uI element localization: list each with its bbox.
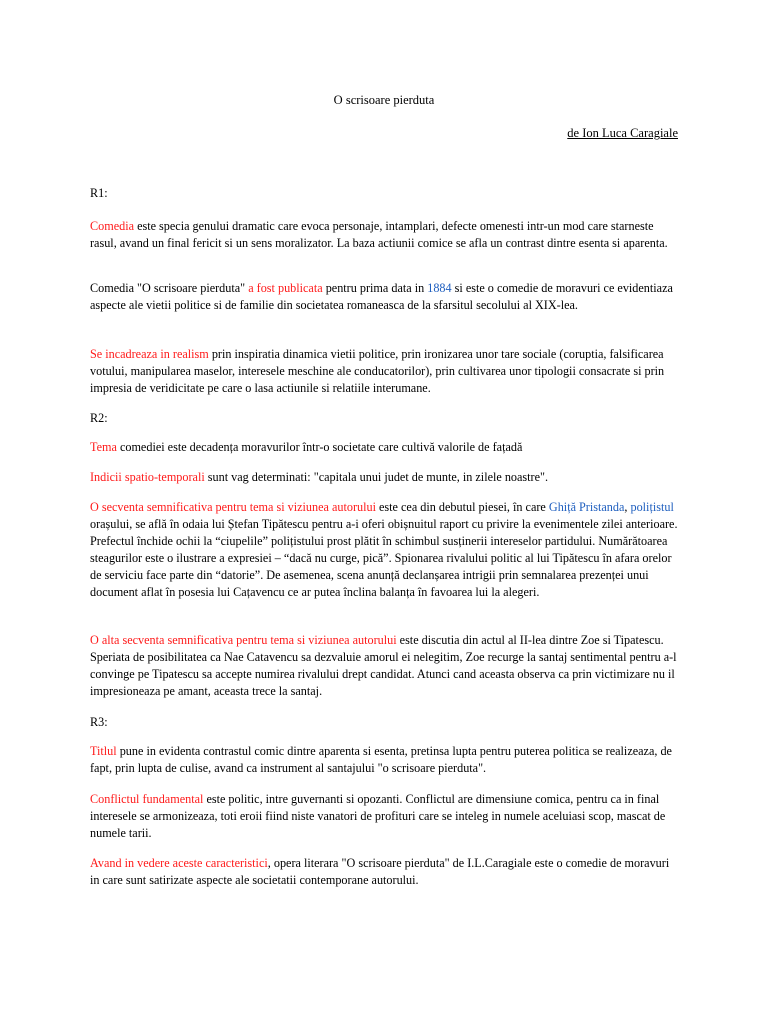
year-highlight: 1884 [427,281,452,295]
paragraph-text: comediei este decadența moravurilor într-o societate care cultivă valorile de fațadă [116,440,523,454]
paragraph-text: orașului, se află în odaia lui Ștefan Tipătescu pentru a-i oferi obișnuitul raport cu privire la evenimentele zilei anterioare. Prefectul închide ochii la “ciupelile” polițistului prost plătit în schimbul susținerii intereselor partidului. Numărătoarea steagurilor este o ilustrare a expresiei – “dacă nu curge, pică”. Spionarea rivalului politic al lui Tipătescu în afara orelor de serviciu face parte din “datorie”. De asemenea, scena anunță declanșarea intrigii prin semnalarea prezenței unui document aflat în posesia lui Cațavencu ce ar putea înclina balanța în favoarea lui la alegeri. [90,517,678,599]
keyword-highlight: O secventa semnificativa pentru tema si viziunea autorului [90,500,376,514]
paragraph-titlul [90,743,678,777]
section-heading-r1: R1: [90,186,108,200]
paragraph-text: , [624,500,631,514]
paragraph-secventa-2 [90,632,678,700]
paragraph-publication [90,280,678,314]
paragraph-text: este politic, intre guvernanti si opozanti. Conflictul are dimensiune comica, pentru ca in final interesele se armonizeaza, toti eroii fiind niste vanatori de profituri care se inteleg in numele aceluiasi scop, mascat de numele tarii. [90,792,666,840]
section-heading-r3: R3: [90,715,108,729]
keyword-highlight: Indicii spatio-temporali [90,470,205,484]
keyword-highlight: Titlul [90,744,117,758]
paragraph-secventa-1 [90,499,678,601]
keyword-highlight: a fost publicata [245,281,323,295]
paragraph-text: este cea din debutul piesei, în care [375,500,549,514]
document-author: de Ion Luca Caragiale [567,126,678,140]
paragraph-text: pune in evidenta contrastul comic dintre aparenta si esenta, pretinsa lupta pentru puterea politica se realizeaza, de fapt, prin lupta de culise, avand ca instrument al santajului "o scrisoare pierduta". [90,744,672,775]
keyword-highlight: Se incadreaza in realism [90,347,209,361]
paragraph-text: este discutia din actul al II-lea dintre Zoe si Tipatescu. Speriata de posibilitatea ca Nae Catavencu sa dezvaluie amorul ei nelegitim, Zoe recurge la santaj sentimental pentru a-l convinge pe Tipatescu sa accepte numirea rivalului drept candidat. Atunci cand aceasta observa ca prin victimizare nu il impresioneaza pe amant, aceasta trece la santaj. [90,633,677,698]
keyword-highlight: Tema [90,440,117,454]
paragraph-text: si este o comedie de moravuri ce evidentiaza aspecte ale vietii politice si de familie din societatea romaneasca de la sfarsitul secolului al XIX-lea. [90,281,673,312]
paragraph-tema [90,439,678,456]
paragraph-text: pentru prima data in [322,281,428,295]
name-highlight: Ghiță Pristanda [548,500,625,514]
paragraph-concluzie [90,855,678,889]
paragraph-text: sunt vag determinati: "capitala unui judet de munte, in zilele noastre". [204,470,549,484]
paragraph-text: prin inspiratia dinamica vietii politice, prin ironizarea unor tare sociale (coruptia, falsificarea votului, manipularea maselor, interesele meschine ale conducatorilor), prin cultivarea unor tipologii consacrate si prin impresia de veridicitate pe care o lasa actiunile si relatiile interumane. [90,347,665,395]
paragraph-conflictul [90,791,678,842]
paragraph-text: , opera literara "O scrisoare pierduta" de I.L.Caragiale este o comedie de moravuri in care sunt satirizate aspecte ale societatii contemporane autorului. [90,856,670,887]
keyword-highlight: O alta secventa semnificativa pentru tema si viziunea autorului [90,633,397,647]
keyword-highlight: Avand in vedere aceste caracteristici [90,856,268,870]
keyword-highlight: Conflictul fundamental [90,792,204,806]
document-title: O scrisoare pierduta [333,93,435,107]
name-highlight: polițistul [630,500,674,514]
paragraph-text: Comedia "O scrisoare pierduta" [90,281,246,295]
paragraph-text: este specia genului dramatic care evoca personaje, intamplari, defecte omenesti intr-un mod care starneste rasul, avand un final fericit si un sens moralizator. La baza actiunii comice se afla un contrast dintre esenta si aparenta. [90,219,668,250]
section-heading-r2: R2: [90,411,108,425]
paragraph-indicii [90,469,678,486]
keyword-highlight: Comedia [90,219,135,233]
paragraph-comedia [90,218,678,252]
paragraph-realism [90,346,678,397]
